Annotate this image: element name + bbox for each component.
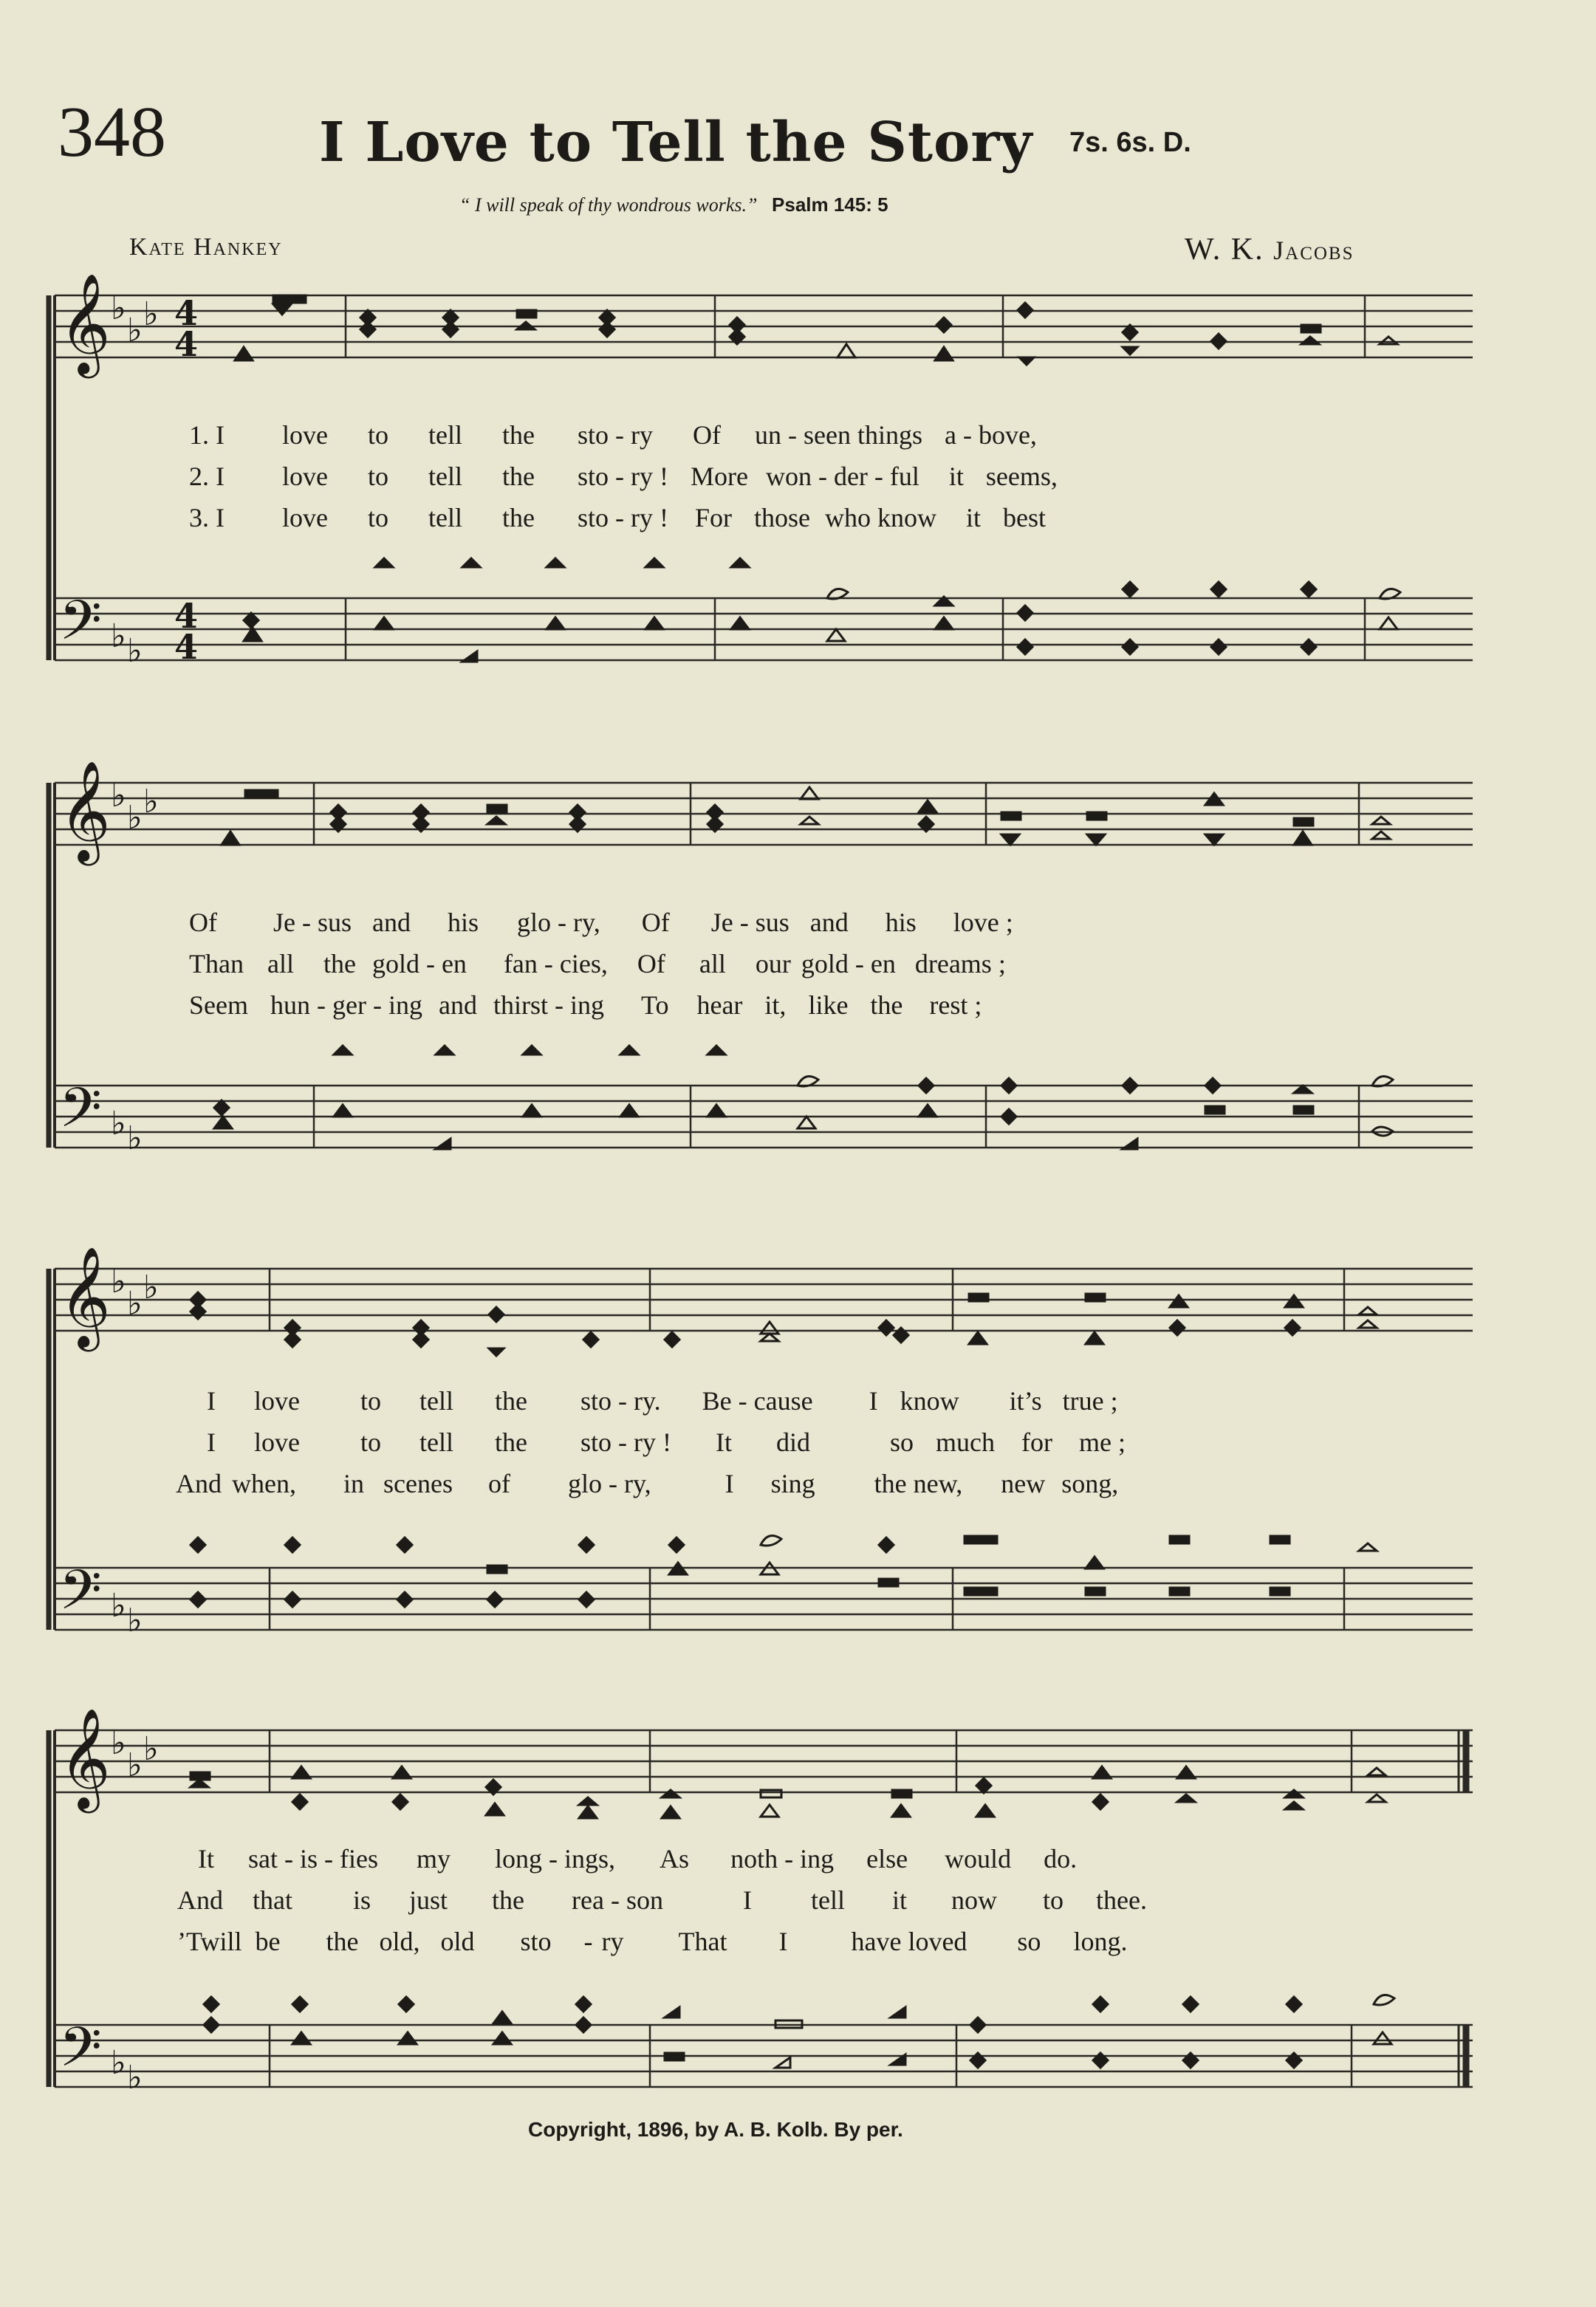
lyric-verse-1: 1. I love to tell the sto - ry Of un - seen things a - bove, [189, 420, 1037, 450]
bass-clef-icon: 𝄢 [59, 1076, 102, 1154]
lyric-verse-1: Of Je - sus and his glo - ry, Of Je - sus and his love ; [189, 908, 1013, 937]
svg-text:♭: ♭ [127, 1120, 143, 1157]
svg-text:4: 4 [174, 324, 199, 364]
svg-text:4: 4 [174, 293, 199, 333]
svg-text:♭: ♭ [127, 2059, 143, 2097]
svg-text:♭: ♭ [111, 617, 126, 655]
svg-text:♭: ♭ [127, 799, 143, 837]
svg-text:♭: ♭ [111, 1263, 126, 1300]
svg-text:♭: ♭ [127, 632, 143, 670]
svg-text:♭: ♭ [111, 2044, 126, 2082]
composer-initials: W. K. [1185, 233, 1264, 267]
shape-notes [191, 295, 1400, 2068]
copyright-notice: Copyright, 1896, by A. B. Kolb. By per. [528, 2118, 903, 2141]
svg-text:♭: ♭ [143, 783, 159, 820]
hymn-meter: 7s. 6s. D. [1069, 127, 1191, 158]
svg-text:♭: ♭ [111, 1724, 126, 1762]
treble-clef-icon: 𝄞 [59, 1707, 111, 1809]
bass-clef-icon: 𝄢 [59, 1558, 102, 1636]
author-credit: Kate Hankey [129, 233, 283, 261]
svg-text:♭: ♭ [111, 1105, 126, 1142]
lyric-verse-3: 3. I love to tell the sto - ry ! For those who know it best [189, 503, 1046, 532]
lyric-verse-1: I love to tell the sto - ry. Be - cause I know it’s true ; [207, 1386, 1118, 1416]
svg-text:♭: ♭ [111, 289, 126, 327]
treble-clef-icon: 𝄞 [59, 1245, 111, 1347]
lyric-verse-3: Seem hun - ger - ing and thirst - ing To hear it, like the rest ; [189, 990, 982, 1020]
svg-text:♭: ♭ [143, 295, 159, 333]
lyric-verse-2: Than all the gold - en fan - cies, Of all our gold - en dreams ; [189, 949, 1006, 978]
lyric-verse-2: And that is just the rea - son I tell it now to thee. [177, 1885, 1147, 1915]
svg-text:♭: ♭ [127, 1602, 143, 1639]
lyric-verse-3: And when, in scenes of glo - ry, I sing the new, new song, [176, 1469, 1119, 1498]
hymn-title: I Love to Tell the Story [319, 111, 1033, 174]
svg-text:4: 4 [174, 627, 199, 667]
lyric-verse-2: 2. I love to tell the sto - ry ! More won - der - ful it seems, [189, 462, 1058, 491]
svg-text:♭: ♭ [143, 1730, 159, 1768]
treble-clef-icon: 𝄞 [59, 272, 111, 374]
svg-text:♭: ♭ [143, 1269, 159, 1306]
treble-clef-icon: 𝄞 [59, 759, 111, 861]
svg-text:4: 4 [174, 596, 199, 636]
scripture-quote: “ I will speak of thy wondrous works.” [459, 194, 758, 216]
svg-text:♭: ♭ [127, 1285, 143, 1323]
key-signature-flats [111, 289, 159, 2097]
bass-clef-icon: 𝄢 [59, 2015, 102, 2093]
hymn-number: 348 [58, 92, 166, 172]
scripture-reference: Psalm 145: 5 [772, 193, 888, 216]
svg-text:♭: ♭ [127, 312, 143, 349]
lyric-verse-2: I love to tell the sto - ry ! It did so much for me ; [207, 1427, 1126, 1457]
lyric-verse-3: ’Twill be the old, old sto - ry That I have loved so long. [177, 1927, 1128, 1956]
svg-text:♭: ♭ [127, 1746, 143, 1784]
composer-surname: Jacobs [1273, 236, 1354, 265]
lyric-verse-1: It sat - is - fies my long - ings, As noth - ing else would do. [198, 1844, 1078, 1874]
svg-text:♭: ♭ [111, 1587, 126, 1625]
bass-clef-icon: 𝄢 [59, 589, 102, 666]
svg-text:♭: ♭ [111, 777, 126, 815]
